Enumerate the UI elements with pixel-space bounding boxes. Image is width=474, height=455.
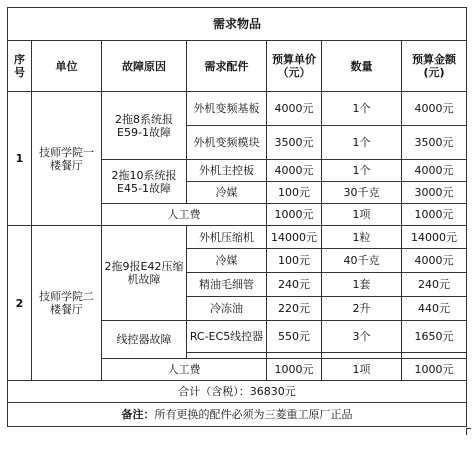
- qty-cell: 40千克: [322, 249, 402, 273]
- header-parts: 需求配件: [187, 41, 267, 92]
- part-cell: 外机变频基板: [187, 92, 267, 126]
- demand-items-table: [7, 7, 467, 427]
- part-cell: RC-EC5线控器: [187, 321, 267, 353]
- price-cell: 14000元: [267, 226, 322, 249]
- part-cell: 外机主控板: [187, 160, 267, 182]
- total-cell: 1650元: [402, 321, 467, 353]
- qty-cell: 1项: [322, 204, 402, 226]
- part-cell: 冷冻油: [187, 297, 267, 321]
- header-unit-price: 预算单价（元）: [267, 41, 322, 92]
- total-cell: 1000元: [402, 359, 467, 381]
- qty-cell: 1个: [322, 160, 402, 182]
- qty-cell: 2升: [322, 297, 402, 321]
- price-cell: 1000元: [267, 359, 322, 381]
- qty-cell: 30千克: [322, 182, 402, 204]
- part-cell: 冷媒: [187, 249, 267, 273]
- qty-cell: 1个: [322, 92, 402, 126]
- price-cell: 4000元: [267, 160, 322, 182]
- qty-cell: 1个: [322, 126, 402, 160]
- corner-mark: [466, 428, 471, 435]
- note-text: 所有更换的配件必须为三菱重工原厂正品: [154, 408, 353, 421]
- group1-seq: 1: [8, 92, 32, 226]
- total-cell: 4000元: [402, 249, 467, 273]
- price-cell: 100元: [267, 249, 322, 273]
- price-cell: 100元: [267, 182, 322, 204]
- table-title: 需求物品: [8, 8, 467, 41]
- price-cell: 4000元: [267, 92, 322, 126]
- group1-unit: 技师学院一楼餐厅: [32, 92, 102, 226]
- part-cell: 精油毛细管: [187, 273, 267, 297]
- price-cell: 3500元: [267, 126, 322, 160]
- part-cell: 冷媒: [187, 182, 267, 204]
- header-qty: 数量: [322, 41, 402, 92]
- part-cell: 外机变频模块: [187, 126, 267, 160]
- group1-fault-b: 2拖10系统报E45-1故障: [102, 160, 187, 204]
- group2-fault-b: 线控器故障: [102, 321, 187, 359]
- header-seq: 序号: [8, 41, 32, 92]
- header-cause: 故障原因: [102, 41, 187, 92]
- total-cell: 4000元: [402, 92, 467, 126]
- grand-total: 合计（含税）：36830元: [8, 381, 467, 403]
- total-cell: 1000元: [402, 204, 467, 226]
- group2-unit: 技师学院二楼餐厅: [32, 226, 102, 381]
- total-cell: 3500元: [402, 126, 467, 160]
- labor-label: 人工费: [102, 204, 267, 226]
- price-cell: 220元: [267, 297, 322, 321]
- total-cell: 440元: [402, 297, 467, 321]
- price-cell: 240元: [267, 273, 322, 297]
- group2-fault-a: 2拖9报E42压缩机故障: [102, 226, 187, 321]
- group1-fault-a: 2拖8系统报E59-1故障: [102, 92, 187, 160]
- price-cell: 1000元: [267, 204, 322, 226]
- qty-cell: 1套: [322, 273, 402, 297]
- total-cell: 14000元: [402, 226, 467, 249]
- qty-cell: 3个: [322, 321, 402, 353]
- header-total: 预算金额(元): [402, 41, 467, 92]
- total-cell: 3000元: [402, 182, 467, 204]
- part-cell: 外机压缩机: [187, 226, 267, 249]
- note-row: [8, 403, 467, 427]
- note-label: 备注：: [121, 408, 155, 421]
- header-unit: 单位: [32, 41, 102, 92]
- qty-cell: 1粒: [322, 226, 402, 249]
- price-cell: 550元: [267, 321, 322, 353]
- total-cell: 240元: [402, 273, 467, 297]
- total-cell: 4000元: [402, 160, 467, 182]
- group2-seq: 2: [8, 226, 32, 381]
- qty-cell: 1项: [322, 359, 402, 381]
- labor-label: 人工费: [102, 359, 267, 381]
